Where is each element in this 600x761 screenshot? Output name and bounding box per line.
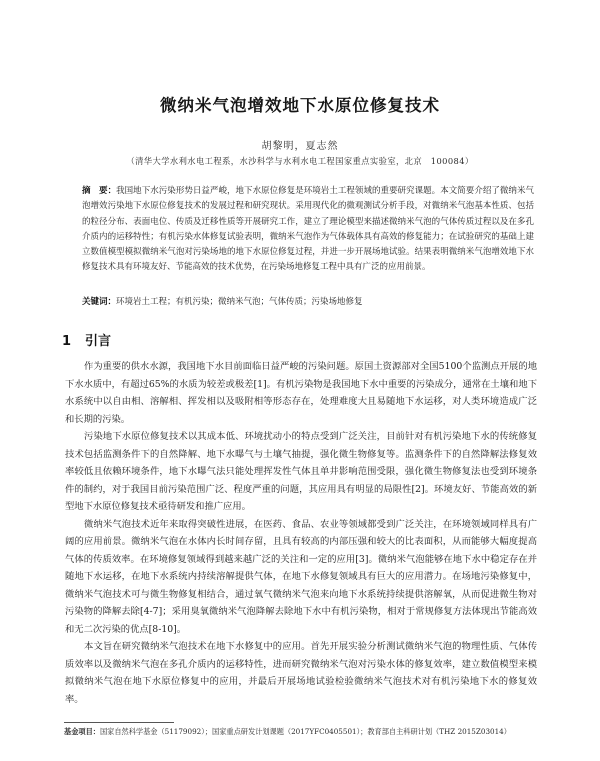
- footnote-text: 国家自然科学基金（51179092）；国家重点研发计划课题（2017YFC0405501）；教育部自主科研计划（THZ 2015Z03014）: [99, 727, 511, 736]
- paper-affiliation: （清华大学水利水电工程系，水沙科学与水利水电工程国家重点实验室，北京 100084）: [126, 156, 474, 166]
- section-heading: [62, 330, 111, 349]
- abstract: [82, 184, 534, 276]
- paper-title: 微纳米气泡增效地下水原位修复技术: [160, 96, 440, 115]
- section-number: 1: [62, 334, 72, 349]
- paper-authors: 胡黎明，夏志然: [261, 141, 339, 152]
- paragraph: 微纳米气泡技术近年来取得突破性进展，在医药、食品、农业等领域都受到广泛关注，在环境领域同样具有广阔的应用前景。微纳米气泡在水体内长时间存留，且具有较高的内部压强和较大的比表面积，从而能够大幅度提高气体的传质效率。在环境修复领域得到越来越广泛的关注和一定的应用[3]。微纳米气泡能够在地下水中稳定存在并随地下水运移，在地下水系统内持续溶解提供气体，在地下水修复领域具有巨大的应用潜力。在场地污染修复中，微纳米气泡技术可与微生物修复相结合，通过氧气微纳米气泡来向地下水系统持续提供溶解氧，从而促进微生物对污染物的降解去除[4-7]；采用臭氧微纳米气泡降解去除地下水中有机污染物，相对于常规修复方法体现出节能高效和无二次污染的优点[8-10]。: [65, 518, 537, 635]
- keywords-label: 关键词：: [82, 297, 117, 307]
- footnote-label: 基金项目：: [64, 727, 100, 736]
- abstract-text: 我国地下水污染形势日益严峻，地下水原位修复是环境岩土工程领域的重要研究课题。本文简要介绍了微纳米气泡增效污染地下水原位修复技术的发展过程和研究现状。采用现代化的微观测试分析手段，对微纳米气泡基本性质、包括的粒径分布、表面电位、传质及迁移性质等开展研究工作，建立了理论模型来描述微纳米气泡的气体传质过程以及在多孔介质内的运移特性；有机污染水体修复试验表明，微纳米气泡作为气体载体具有高效的修复能力；在试验研究的基础上建立数值模型模拟微纳米气泡对污染场地的地下水原位修复过程，并进一步开展场地试验。结果表明微纳米气泡增效地下水修复技术具有环境友好、节能高效的技术优势，在污染场地修复工程中具有广泛的应用前景。: [82, 186, 534, 273]
- footnote: [64, 726, 538, 738]
- abstract-label: 摘 要：: [82, 186, 117, 196]
- paragraph: 本文旨在研究微纳米气泡技术在地下水修复中的应用。首先开展实验分析测试微纳米气泡的物理性质、气体传质效率以及微纳米气泡在多孔介质内的运移特性，进而研究微纳米气泡对污染水体的修复效率，建立数值模型来模拟微纳米气泡在地下水原位修复中的应用，并最后开展场地试验检验微纳米气泡技术对有机污染地下水的修复效率。: [65, 641, 537, 705]
- paragraph: 污染地下水原位修复技术以其成本低、环境扰动小的特点受到广泛关注，目前针对有机污染地下水的传统修复技术包括监测条件下的自然降解、地下水曝气与土壤气抽提，强化微生物修复等。监测条件下的自然降解法修复效率较低且依赖环境条件，地下水曝气法只能处理挥发性气体且单井影响范围受限，强化微生物修复法也受到环境条件的制约，对于我国目前污染范围广泛、程度严重的问题，其应用具有明显的局限性[2]。环境友好、节能高效的新型地下水原位修复技术亟待研发和推广应用。: [65, 431, 537, 512]
- section-title: 引言: [85, 334, 112, 349]
- footnote-divider: [64, 722, 174, 723]
- body-text: [65, 358, 537, 708]
- keywords: [82, 295, 534, 310]
- keywords-text: 环境岩土工程；有机污染；微纳米气泡；气体传质；污染场地修复: [116, 297, 363, 307]
- paragraph: 作为重要的供水水源，我国地下水目前面临日益严峻的污染问题。原国土资源部对全国5100个监测点开展的地下水水质中，有超过65%的水质为较差或极差[1]。有机污染物是我国地下水中重要的污染成分，通常在土壤和地下水系统中以自由相、溶解相、挥发相以及吸附相等形态存在，处理难度大且易随地下水运移，对人类环境造成广泛和长期的污染。: [65, 361, 537, 425]
